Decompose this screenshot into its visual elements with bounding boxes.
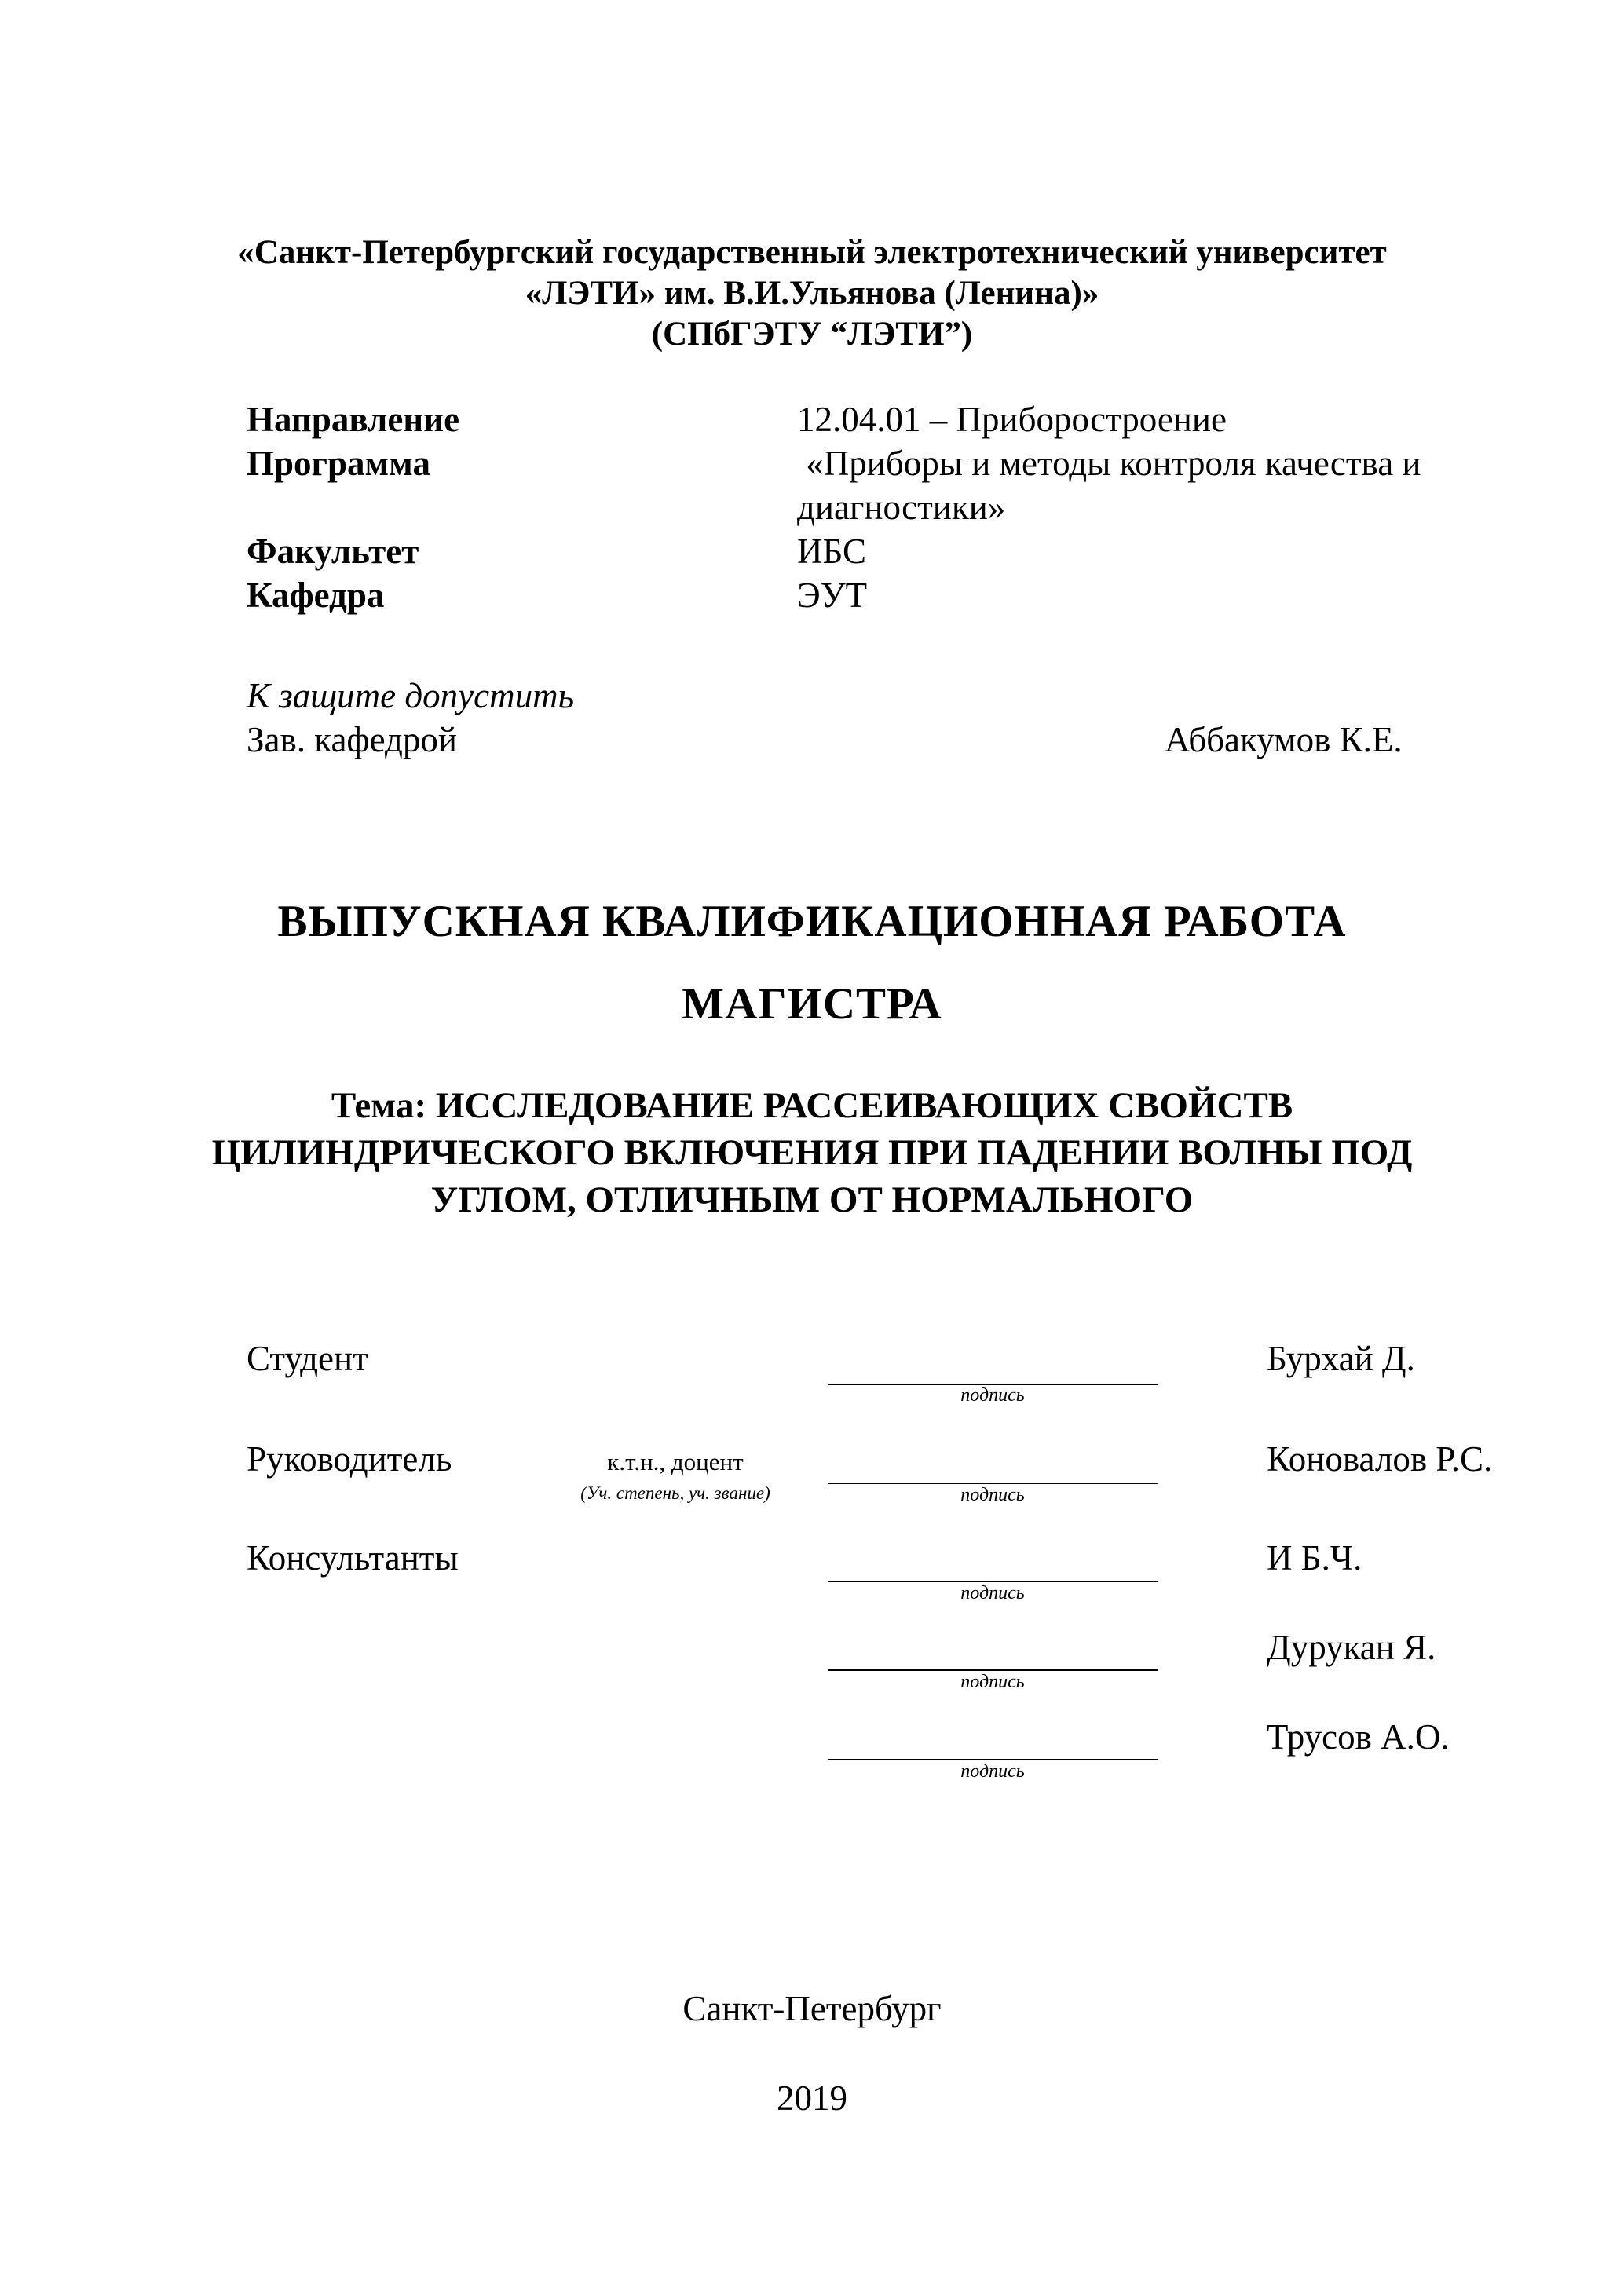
student-name: Бурхай Д. [1267,1339,1415,1378]
topic-prefix: Тема: [331,1085,427,1126]
topic-text-line3: УГЛОМ, ОТЛИЧНЫМ ОТ НОРМАЛЬНОГО [430,1179,1194,1220]
consultant1-name: И Б.Ч. [1267,1538,1362,1578]
consultants-label: Консультанты [247,1538,459,1578]
university-name-line1: «Санкт-Петербургский государственный электротехнический университет [237,234,1387,271]
head-of-department-name: Аббакумов К.Е. [1165,720,1403,759]
thesis-topic [0,1082,1624,1223]
consultant2-signature-line [828,1669,1158,1671]
supervisor-degree-caption: (Уч. степень, уч. звание) [580,1483,770,1503]
consultant2-signature-caption: подпись [960,1672,1025,1692]
supervisor-name: Коновалов Р.С. [1267,1439,1493,1479]
supervisor-signature-line [828,1483,1158,1484]
program-value-line1: «Приборы и методы контроля качества и [797,444,1421,483]
supervisor-degree: к.т.н., доцент [607,1448,744,1475]
consultant1-signature-line [828,1581,1158,1582]
direction-value: 12.04.01 – Приборостроение [797,400,1227,439]
faculty-label: Факультет [247,532,419,571]
university-abbreviation: (СПбГЭТУ “ЛЭТИ”) [651,316,973,353]
university-header [0,232,1624,355]
footer-year: 2019 [777,2078,847,2118]
topic-text-line1: ИССЛЕДОВАНИЕ РАССЕИВАЮЩИХ СВОЙСТВ [435,1085,1293,1126]
footer-city: Санкт-Петербург [682,1989,942,2028]
topic-text-line2: ЦИЛИНДРИЧЕСКОГО ВКЛЮЧЕНИЯ ПРИ ПАДЕНИИ ВОЛНЫ ПОД [211,1132,1413,1173]
thesis-title-line1: ВЫПУСКНАЯ КВАЛИФИКАЦИОННАЯ РАБОТА [277,897,1347,946]
consultant1-signature-caption: подпись [960,1583,1025,1603]
department-label: Кафедра [247,576,385,615]
program-value-line2: диагностики» [797,488,1006,527]
consultant3-name: Трусов А.О. [1267,1717,1450,1757]
department-value: ЭУТ [797,576,868,615]
student-signature-caption: подпись [960,1385,1025,1406]
topic-line1 [0,1082,1624,1129]
program-label: Программа [247,444,430,483]
supervisor-signature-caption: подпись [960,1485,1025,1505]
consultant2-name: Дурукан Я. [1267,1628,1436,1667]
faculty-value: ИБС [797,532,867,571]
supervisor-label: Руководитель [247,1439,452,1479]
consultant3-signature-line [828,1759,1158,1760]
thesis-title-line2: МАГИСТРА [682,979,942,1029]
direction-label: Направление [247,400,460,439]
student-label: Студент [247,1339,368,1378]
admission-text: К защите допустить [247,676,575,715]
consultant3-signature-caption: подпись [960,1761,1025,1782]
university-name-line2: «ЛЭТИ» им. В.И.Ульянова (Ленина)» [525,275,1099,312]
head-of-department-label: Зав. кафедрой [247,720,457,759]
